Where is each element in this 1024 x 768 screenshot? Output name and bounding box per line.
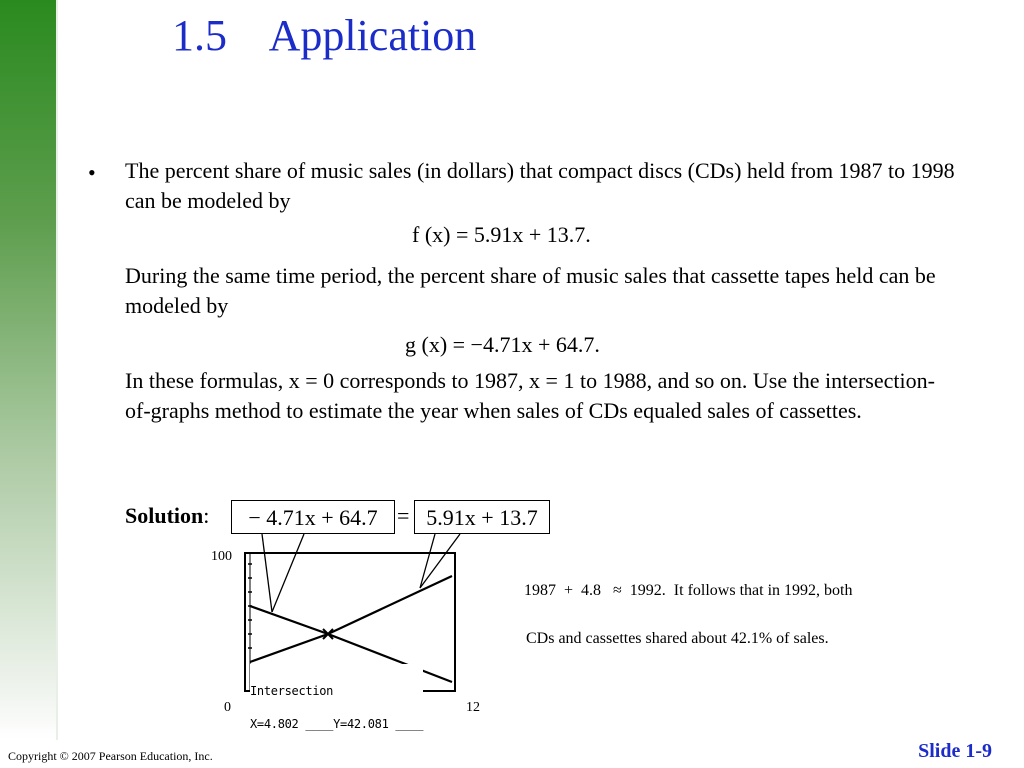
- box-cassette-expr: − 4.71x + 64.7: [231, 500, 395, 534]
- note-share-result: CDs and cassettes shared about 42.1% of sales.: [526, 630, 829, 647]
- solution-word: Solution: [125, 503, 204, 528]
- x-max-label: 12: [466, 700, 480, 715]
- paragraph-cd-model: The percent share of music sales (in dollars) that compact discs (CDs) held from 1987 to 1998 can be modeled by: [125, 158, 955, 213]
- formula-g: g (x) = −4.71x + 64.7.: [405, 332, 600, 357]
- calculator-screen: [244, 552, 456, 731]
- note-year-result: 1987 + 4.8 ≈ 1992. It follows that in 1992, both: [524, 582, 853, 599]
- formula-f: f (x) = 5.91x + 13.7.: [412, 222, 591, 247]
- calc-intersection-values: X=4.802 ____Y=42.081 ____: [250, 717, 424, 731]
- slide-title: 1.5 Application: [172, 11, 477, 60]
- paragraph-instructions: In these formulas, x = 0 corresponds to 1987, x = 1 to 1988, and so on. Use the intersection-of-graphs method to estimate the year when sales of CDs equaled sales of cassettes.: [125, 368, 935, 423]
- paragraph-cassette-model: During the same time period, the percent share of music sales that cassette tapes held can be modeled by: [125, 263, 936, 318]
- intersection-marker: [323, 629, 333, 639]
- solution-colon: :: [203, 503, 210, 528]
- cd-line: [250, 576, 452, 662]
- y-max-label: 100: [211, 549, 232, 564]
- box-cd-expr: 5.91x + 13.7: [414, 500, 550, 534]
- equals-sign: =: [397, 503, 410, 528]
- calc-intersection-label: Intersection: [250, 684, 334, 698]
- footer-copyright: Copyright © 2007 Pearson Education, Inc.: [8, 749, 213, 763]
- slide-number: Slide 1-9: [918, 740, 992, 762]
- x-min-label: 0: [224, 700, 231, 715]
- bullet-marker: •: [88, 160, 96, 185]
